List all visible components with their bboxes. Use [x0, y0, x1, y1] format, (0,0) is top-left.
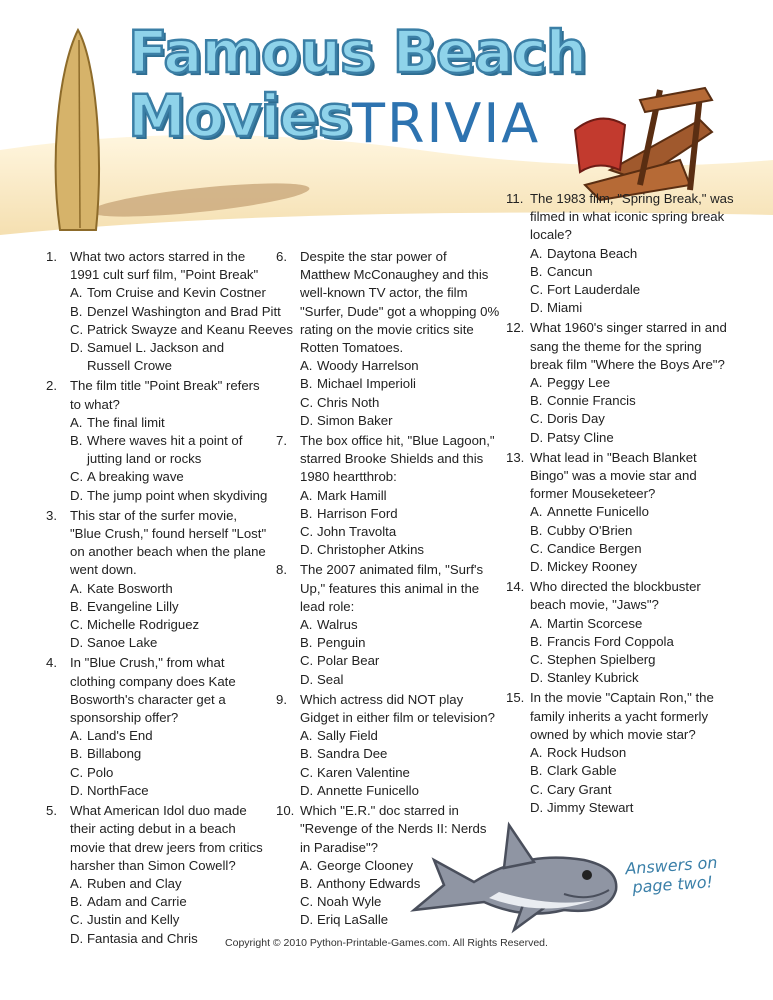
- answer-option: [46, 616, 270, 634]
- answer-option: [46, 764, 270, 782]
- option-text: John Travolta: [317, 524, 397, 540]
- question-item: [276, 432, 500, 559]
- question-head: [506, 319, 734, 374]
- question-text: The 2007 animated film, "Surf's Up," features this animal in the lead role:: [300, 562, 484, 614]
- option-letter: C.: [530, 652, 544, 668]
- option-text: Patsy Cline: [547, 429, 614, 445]
- option-letter: D.: [300, 782, 314, 798]
- option-text: Michael Imperioli: [317, 376, 416, 392]
- option-letter: A.: [300, 617, 313, 633]
- answer-option: [46, 284, 270, 302]
- answer-option: [276, 671, 500, 689]
- question-text: In "Blue Crush," from what clothing company does Kate Bosworth's character get a sponsorship offer?: [70, 655, 236, 726]
- option-letter: D.: [70, 782, 84, 798]
- option-text: The final limit: [87, 414, 165, 430]
- option-text: Polar Bear: [317, 653, 380, 669]
- question-head: [46, 802, 270, 875]
- question-item: [506, 319, 734, 446]
- title-line-2: Movies: [128, 82, 352, 150]
- option-text: Woody Harrelson: [317, 358, 419, 374]
- question-number: 2.: [46, 378, 57, 394]
- option-letter: A.: [70, 414, 83, 430]
- question-number: 4.: [46, 655, 57, 671]
- option-text: Fantasia and Chris: [87, 930, 198, 946]
- answer-option: [276, 357, 500, 375]
- answer-option: [506, 245, 734, 263]
- option-text: Adam and Carrie: [87, 894, 187, 910]
- answer-option: [276, 634, 500, 652]
- option-text: Ruben and Clay: [87, 875, 182, 891]
- option-letter: B.: [70, 433, 83, 449]
- option-letter: B.: [530, 763, 543, 779]
- question-item: [276, 561, 500, 688]
- option-letter: C.: [70, 912, 84, 928]
- option-text: Karen Valentine: [317, 764, 410, 780]
- option-letter: B.: [300, 505, 313, 521]
- answer-option: [276, 652, 500, 670]
- option-letter: A.: [530, 245, 543, 261]
- option-letter: A.: [70, 728, 83, 744]
- option-text: Mickey Rooney: [547, 559, 638, 575]
- option-letter: B.: [70, 894, 83, 910]
- option-letter: C.: [70, 764, 84, 780]
- answer-option: [46, 339, 270, 375]
- option-letter: D.: [300, 912, 314, 928]
- option-letter: B.: [70, 598, 83, 614]
- question-number: 7.: [276, 433, 287, 449]
- answer-option: [46, 727, 270, 745]
- option-text: Polo: [87, 764, 114, 780]
- option-text: Billabong: [87, 746, 142, 762]
- answer-option: [506, 410, 734, 428]
- option-text: Tom Cruise and Kevin Costner: [87, 285, 266, 301]
- answer-option: [506, 429, 734, 447]
- answer-option: [506, 615, 734, 633]
- question-text: The film title "Point Break" refers to what?: [70, 378, 260, 412]
- option-text: Denzel Washington and Brad Pitt: [87, 303, 281, 319]
- option-text: Justin and Kelly: [87, 912, 180, 928]
- question-text: The 1983 film, "Spring Break," was filmed in what iconic spring break locale?: [530, 191, 734, 243]
- option-letter: A.: [530, 375, 543, 391]
- option-letter: D.: [300, 671, 314, 687]
- option-text: Cary Grant: [547, 781, 612, 797]
- option-letter: C.: [300, 524, 314, 540]
- option-text: The jump point when skydiving: [87, 487, 268, 503]
- question-text: What American Idol duo made their acting debut in a beach movie that drew jeers from critics harsher than Simon Cowell?: [70, 803, 263, 873]
- option-text: Daytona Beach: [547, 245, 638, 261]
- option-letter: D.: [70, 340, 84, 356]
- question-item: [46, 802, 270, 948]
- option-text: Jimmy Stewart: [547, 799, 634, 815]
- option-letter: A.: [300, 857, 313, 873]
- option-letter: D.: [70, 487, 84, 503]
- option-text: Candice Bergen: [547, 540, 642, 556]
- surfboard-icon: [56, 30, 99, 230]
- answer-option: [276, 727, 500, 745]
- option-letter: A.: [530, 504, 543, 520]
- question-head: [46, 507, 270, 580]
- option-text: George Clooney: [317, 857, 414, 873]
- option-text: Mark Hamill: [317, 487, 387, 503]
- question-number: 5.: [46, 803, 57, 819]
- answer-option: [506, 669, 734, 687]
- option-letter: A.: [300, 358, 313, 374]
- question-item: [506, 578, 734, 687]
- question-number: 8.: [276, 562, 287, 578]
- answer-option: [506, 744, 734, 762]
- question-text: The box office hit, "Blue Lagoon," starred Brooke Shields and this 1980 heartthrob:: [300, 433, 495, 485]
- option-letter: A.: [70, 875, 83, 891]
- option-letter: C.: [530, 411, 544, 427]
- question-item: [276, 691, 500, 800]
- answer-option: [46, 745, 270, 763]
- option-text: Stanley Kubrick: [547, 670, 639, 686]
- question-item: [46, 654, 270, 800]
- answer-option: [506, 263, 734, 281]
- answer-option: [506, 281, 734, 299]
- answer-option: [506, 503, 734, 521]
- option-letter: B.: [300, 746, 313, 762]
- option-letter: B.: [70, 746, 83, 762]
- option-text: Michelle Rodriguez: [87, 617, 200, 633]
- option-text: Annette Funicello: [317, 782, 419, 798]
- question-number: 6.: [276, 249, 287, 264]
- question-number: 9.: [276, 691, 287, 707]
- question-column-3: [506, 190, 734, 819]
- answer-option: [276, 616, 500, 634]
- question-item: [276, 248, 500, 430]
- answer-option: [276, 745, 500, 763]
- answer-option: [276, 523, 500, 541]
- option-text: Cubby O'Brien: [547, 522, 633, 538]
- option-letter: D.: [530, 429, 544, 445]
- option-letter: D.: [300, 542, 314, 558]
- option-text: Annette Funicello: [547, 504, 649, 520]
- title-trivia: TRIVIA: [352, 92, 541, 155]
- answers-note: Answers on page two!: [624, 852, 719, 897]
- option-letter: A.: [300, 487, 313, 503]
- option-letter: B.: [300, 875, 313, 891]
- option-letter: D.: [530, 559, 544, 575]
- question-text: Which actress did NOT play Gidget in either film or television?: [300, 691, 495, 726]
- option-text: Cancun: [547, 263, 593, 279]
- question-head: [46, 654, 270, 727]
- option-text: Christopher Atkins: [317, 542, 425, 558]
- option-letter: D.: [300, 412, 314, 428]
- option-text: Seal: [317, 671, 344, 687]
- option-text: Peggy Lee: [547, 375, 611, 391]
- option-text: Eriq LaSalle: [317, 912, 389, 928]
- option-text: Anthony Edwards: [317, 875, 421, 891]
- option-text: Chris Noth: [317, 394, 380, 410]
- question-number: 13.: [506, 449, 525, 465]
- option-text: Miami: [547, 300, 583, 316]
- option-letter: B.: [300, 635, 313, 651]
- option-letter: B.: [70, 303, 83, 319]
- option-text: Clark Gable: [547, 763, 617, 779]
- question-item: [506, 449, 734, 576]
- answer-option: [46, 598, 270, 616]
- option-letter: D.: [530, 300, 544, 316]
- option-text: Walrus: [317, 617, 358, 633]
- answer-option: [276, 541, 500, 559]
- question-text: What 1960's singer starred in and sang the theme for the spring break film "Where the Boys Are"?: [530, 320, 727, 372]
- option-letter: C.: [300, 894, 314, 910]
- towel-icon: [575, 119, 625, 172]
- answer-option: [506, 651, 734, 669]
- question-text: Despite the star power of Matthew McConaughey and this well-known TV actor, the film "Surfer, Dude" got a whopping 0% rating on the movie critics site Rotten Tomatoes.: [300, 249, 500, 356]
- question-head: [46, 248, 270, 284]
- question-number: 1.: [46, 249, 57, 264]
- option-letter: C.: [70, 321, 84, 337]
- copyright-footer: Copyright © 2010 Python-Printable-Games.com. All Rights Reserved.: [225, 937, 548, 949]
- option-letter: C.: [70, 469, 84, 485]
- question-head: [276, 691, 500, 727]
- title-line-1: Famous Beach: [128, 18, 587, 86]
- question-text: Which "E.R." doc starred in "Revenge of the Nerds II: Nerds in Paradise"?: [300, 803, 487, 855]
- option-text: Samuel L. Jackson and Russell Crowe: [87, 340, 225, 374]
- option-text: Connie Francis: [547, 393, 636, 409]
- option-text: Kate Bosworth: [87, 580, 173, 596]
- question-text: In the movie "Captain Ron," the family inherits a yacht formerly owned by which movie star?: [530, 690, 714, 742]
- question-head: [276, 248, 500, 357]
- question-head: [506, 578, 734, 614]
- question-text: What lead in "Beach Blanket Bingo" was a movie star and former Mouseketeer?: [530, 449, 697, 502]
- answer-option: [46, 911, 270, 929]
- option-text: Harrison Ford: [317, 505, 398, 521]
- option-letter: C.: [530, 781, 544, 797]
- answer-option: [276, 375, 500, 393]
- option-letter: A.: [530, 615, 543, 631]
- answer-option: [46, 893, 270, 911]
- question-item: [46, 507, 270, 653]
- option-letter: B.: [530, 263, 543, 279]
- option-text: Rock Hudson: [547, 745, 627, 761]
- question-head: [506, 449, 734, 504]
- option-text: A breaking wave: [87, 469, 184, 485]
- answer-option: [46, 634, 270, 652]
- option-text: Stephen Spielberg: [547, 652, 656, 668]
- answer-option: [46, 782, 270, 800]
- question-head: [506, 190, 734, 245]
- option-letter: C.: [70, 617, 84, 633]
- option-letter: C.: [300, 764, 314, 780]
- answer-option: [46, 432, 270, 468]
- question-head: [276, 561, 500, 616]
- answer-option: [506, 374, 734, 392]
- question-number: 11.: [506, 191, 524, 206]
- answer-option: [506, 540, 734, 558]
- option-text: Land's End: [87, 728, 153, 744]
- option-letter: D.: [530, 670, 544, 686]
- answer-option: [506, 633, 734, 651]
- option-letter: C.: [530, 282, 544, 298]
- option-text: Evangeline Lilly: [87, 598, 179, 614]
- option-text: Sally Field: [317, 728, 378, 744]
- answer-option: [506, 299, 734, 317]
- option-text: Sanoe Lake: [87, 635, 158, 651]
- question-number: 14.: [506, 579, 525, 595]
- question-text: This star of the surfer movie, "Blue Crush," found herself "Lost" on another beach when the plane went down.: [70, 507, 267, 578]
- answer-option: [46, 875, 270, 893]
- answer-option: [46, 580, 270, 598]
- option-letter: C.: [300, 394, 314, 410]
- option-text: Where waves hit a point of jutting land or rocks: [87, 433, 243, 467]
- option-letter: D.: [70, 635, 84, 651]
- option-letter: C.: [530, 540, 544, 556]
- beach-chair-icon: [575, 88, 712, 200]
- question-number: 3.: [46, 507, 57, 523]
- answer-option: [276, 412, 500, 430]
- option-text: Fort Lauderdale: [547, 282, 641, 298]
- question-text: What two actors starred in the 1991 cult surf film, "Point Break": [70, 249, 259, 283]
- option-letter: C.: [300, 653, 314, 669]
- option-letter: B.: [530, 522, 543, 538]
- answer-option: [46, 468, 270, 486]
- question-head: [506, 689, 734, 744]
- question-head: [46, 377, 270, 413]
- option-letter: B.: [530, 393, 543, 409]
- option-text: Doris Day: [547, 411, 605, 427]
- option-letter: D.: [70, 930, 84, 946]
- option-letter: A.: [300, 728, 313, 744]
- shark-icon: [404, 790, 624, 940]
- option-letter: A.: [70, 580, 83, 596]
- answer-option: [276, 394, 500, 412]
- answer-option: [46, 303, 281, 321]
- answer-option: [506, 558, 734, 576]
- option-letter: B.: [300, 376, 313, 392]
- answer-option: [46, 487, 270, 505]
- question-head: [276, 432, 500, 487]
- option-letter: D.: [530, 799, 544, 815]
- option-letter: A.: [70, 285, 83, 301]
- question-number: 10.: [276, 803, 295, 819]
- question-item: [506, 190, 734, 317]
- question-number: 12.: [506, 320, 525, 336]
- answer-option: [276, 505, 500, 523]
- option-text: Patrick Swayze and Keanu Reeves: [87, 321, 293, 337]
- answer-option: [506, 522, 734, 540]
- option-text: Sandra Dee: [317, 746, 388, 762]
- option-letter: A.: [530, 745, 543, 761]
- answer-option: [506, 392, 734, 410]
- option-text: NorthFace: [87, 782, 149, 798]
- answer-option: [46, 321, 293, 339]
- option-text: Francis Ford Coppola: [547, 633, 674, 649]
- answer-option: [276, 764, 500, 782]
- option-text: Penguin: [317, 635, 366, 651]
- option-text: Simon Baker: [317, 412, 393, 428]
- question-number: 15.: [506, 690, 525, 706]
- answer-option: [506, 762, 734, 780]
- option-text: Martin Scorcese: [547, 615, 643, 631]
- question-item: [46, 248, 293, 375]
- answer-option: [46, 414, 270, 432]
- option-letter: B.: [530, 633, 543, 649]
- question-text: Who directed the blockbuster beach movie, "Jaws"?: [530, 579, 701, 613]
- option-text: Noah Wyle: [317, 894, 382, 910]
- question-item: [46, 377, 270, 504]
- answer-option: [276, 487, 500, 505]
